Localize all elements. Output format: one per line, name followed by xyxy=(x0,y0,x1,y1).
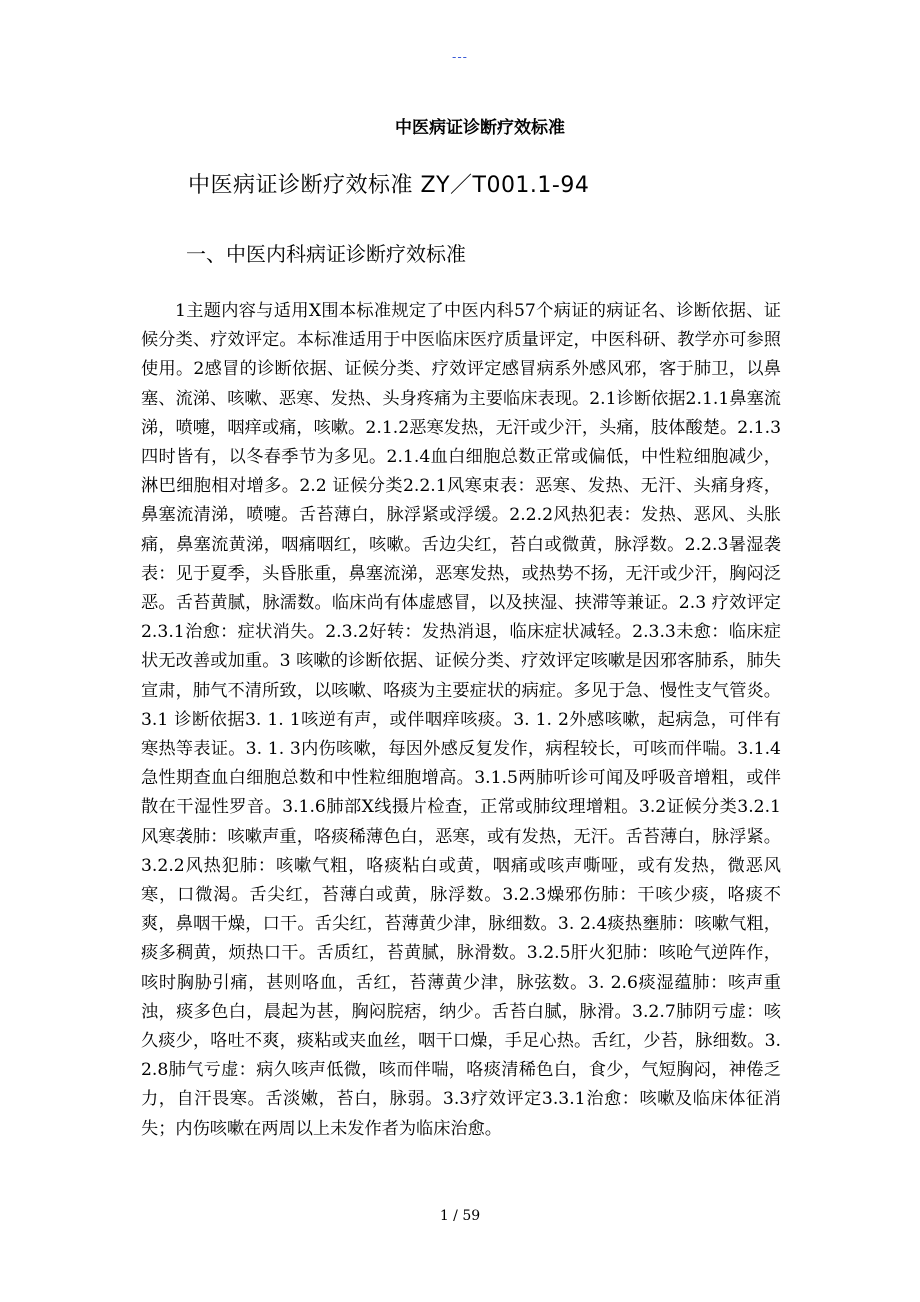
page-number: 1 / 59 xyxy=(439,1208,481,1224)
body-paragraph: 1主题内容与适用X围本标准规定了中医内科57个病证的病证名、诊断依据、证候分类、疗效评定。本标准适用于中医临床医疗质量评定，中医科研、教学亦可参照使用。2感冒的诊断依据、证候分类、疗效评定感冒病系外感风邪，客于肺卫，以鼻塞、流涕、咳嗽、恶寒、发热、头身疼痛为主要临床表现。2.1诊断依据2.1.1鼻塞流涕，喷嚏，咽痒或痛，咳嗽。2.1.2恶寒发热，无汗或少汗，头痛，肢体酸楚。2.1.3四时皆有，以冬春季节为多见。2.1.4血白细胞总数正常或偏低，中性粒细胞减少，淋巴细胞相对增多。2.2 证候分类2.2.1风寒束表：恶寒、发热、无汗、头痛身疼，鼻塞流清涕，喷嚏。舌苔薄白，脉浮紧或浮缓。2.2.2风热犯表：发热、恶风、头胀痛，鼻塞流黄涕，咽痛咽红，咳嗽。舌边尖红，苔白或微黄，脉浮数。2.2.3暑湿袭表：见于夏季，头昏胀重，鼻塞流涕，恶寒发热，或热势不扬，无汗或少汗，胸闷泛恶。舌苔黄腻，脉濡数。临床尚有体虚感冒，以及挟湿、挟滞等兼证。2.3 疗效评定2.3.1治愈：症状消失。2.3.2好转：发热消退，临床症状减轻。2.3.3未愈：临床症状无改善或加重。3 咳嗽的诊断依据、证候分类、疗效评定咳嗽是因邪客肺系，肺失宣肃，肺气不清所致，以咳嗽、咯痰为主要症状的病症。多见于急、慢性支气管炎。3.1 诊断依据3. 1. 1咳逆有声，或伴咽痒咳痰。3. 1. 2外感咳嗽，起病急，可伴有寒热等表证。3. 1. 3内伤咳嗽，每因外感反复发作，病程较长，可咳而伴喘。3.1.4急性期查血白细胞总数和中性粒细胞增高。3.1.5两肺听诊可闻及呼吸音增粗，或伴散在干湿性罗音。3.1.6肺部X线摄片检查，正常或肺纹理增粗。3.2证候分类3.2.1风寒袭肺：咳嗽声重，咯痰稀薄色白，恶寒，或有发热，无汗。舌苔薄白，脉浮紧。3.2.2风热犯肺：咳嗽气粗，咯痰粘白或黄，咽痛或咳声嘶哑，或有发热，微恶风寒，口微渴。舌尖红，苔薄白或黄，脉浮数。3.2.3燥邪伤肺：干咳少痰，咯痰不爽，鼻咽干燥，口干。舌尖红，苔薄黄少津，脉细数。3. 2.4痰热壅肺：咳嗽气粗，痰多稠黄，烦热口干。舌质红，苔黄腻，脉滑数。3.2.5肝火犯肺：咳呛气逆阵作，咳时胸胁引痛，甚则咯血，舌红，苔薄黄少津，脉弦数。3. 2.6痰湿蕴肺：咳声重浊，痰多色白，晨起为甚，胸闷脘痞，纳少。舌苔白腻，脉滑。3.2.7肺阴亏虚：咳久痰少，咯吐不爽，痰粘或夹血丝，咽干口燥，手足心热。舌红，少苔，脉细数。3.2.8肺气亏虚：病久咳声低微，咳而伴喘，咯痰清稀色白，食少，气短胸闷，神倦乏力，自汗畏寒。舌淡嫩，苔白，脉弱。3.3疗效评定3.3.1治愈：咳嗽及临床体征消失；内伤咳嗽在两周以上未发作者为临床治愈。 xyxy=(141,301,781,1139)
standard-title: 中医病证诊断疗效标准 ZY／T001.1-94 xyxy=(188,173,590,198)
section-heading: 一、中医内科病证诊断疗效标准 xyxy=(186,242,466,266)
document-title: 中医病证诊断疗效标准 xyxy=(395,118,565,138)
header-mark: --- xyxy=(452,50,468,64)
